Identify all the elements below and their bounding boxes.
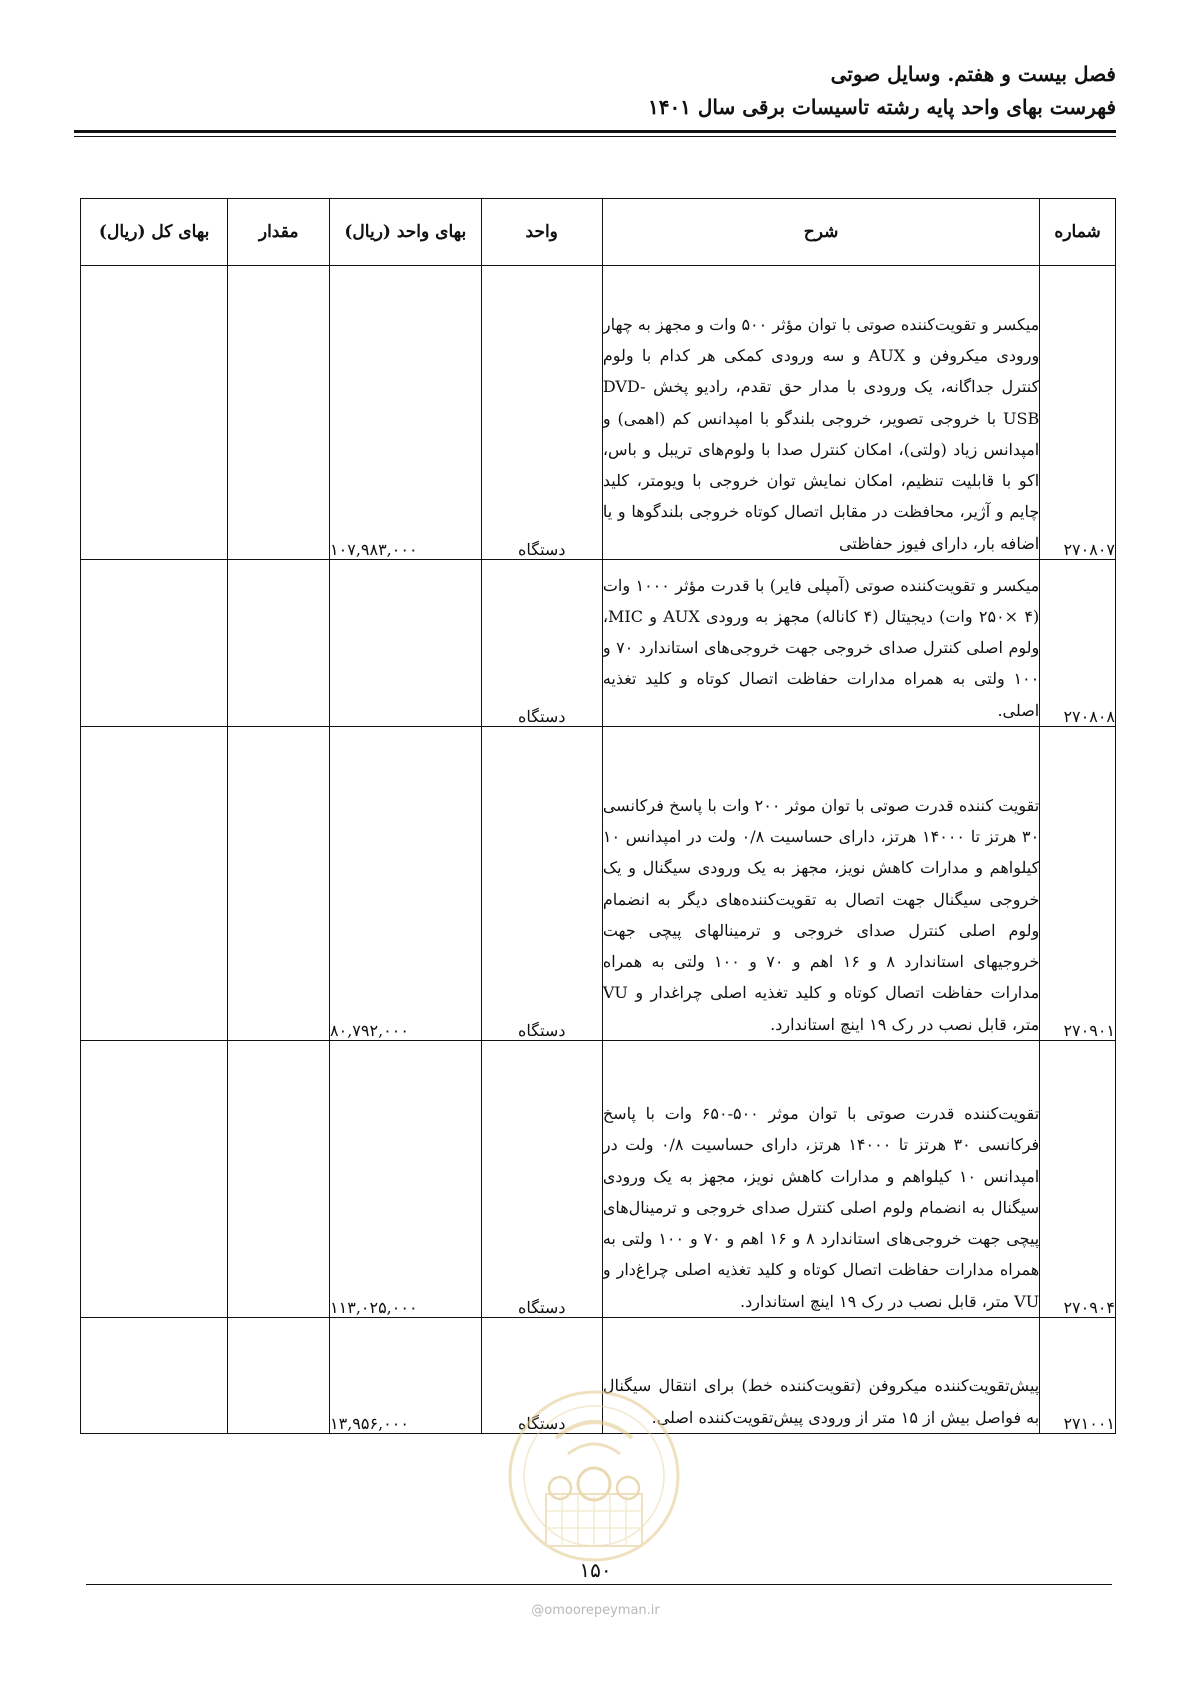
row-unit-price: [330, 560, 482, 727]
row-description: میکسر و تقویت‌کننده صوتی (آمپلی فایر) با قدرت مؤثر ۱۰۰۰ وات (۴ ×۲۵۰ وات) دیجیتال (۴ کاناله) مجهز به ورودی AUX و MIC، ولوم اصلی کنترل صدای خروجی جهت خروجی‌های استاندارد ۷۰ و ۱۰۰ ولتی به همراه مدارات حفاظت اتصال کوتاه و کلید تغذیه اصلی.: [602, 560, 1039, 727]
header-unit: واحد: [481, 199, 602, 266]
row-quantity: [228, 727, 330, 1041]
table-row: [81, 1041, 1116, 1318]
price-table: [80, 198, 1116, 1434]
page-number: ۱۵۰: [579, 1558, 612, 1582]
row-quantity: [228, 1041, 330, 1318]
row-code: ۲۷۰۸۰۷: [1040, 266, 1116, 560]
header-code: شماره: [1040, 199, 1116, 266]
row-code: ۲۷۰۹۰۱: [1040, 727, 1116, 1041]
row-unit: دستگاه: [481, 1318, 602, 1434]
row-total-price: [81, 1318, 228, 1434]
row-description: میکسر و تقویت‌کننده صوتی با توان مؤثر ۵۰۰ وات و مجهز به چهار ورودی میکروفن و AUX و سه ورودی کمکی هر کدام با ولوم کنترل جداگانه، یک ورودی با مدار حق تقدم، رادیو پخش DVD-USB با خروجی تصویر، خروجی بلندگو با امپدانس کم (اهمی) و امپدانس زیاد (ولتی)، امکان کنترل صدا با ولوم‌های تریبل و باس، اکو با قابلیت تنظیم، امکان نمایش توان خروجی با ویومتر، کلید چایم و آژیر، محافظت در مقابل اتصال کوتاه خروجی بلندگوها و یا اضافه بار، دارای فیوز حفاظتی: [602, 266, 1039, 560]
table-row: [81, 266, 1116, 560]
row-unit-price: ۱۱۳,۰۲۵,۰۰۰: [330, 1041, 482, 1318]
header-quantity: مقدار: [228, 199, 330, 266]
row-total-price: [81, 1041, 228, 1318]
row-description: تقویت کننده قدرت صوتی با توان موثر ۲۰۰ وات با پاسخ فرکانسی ۳۰ هرتز تا ۱۴۰۰۰ هرتز، دارای حساسیت ۰/۸ ولت در امپدانس ۱۰ کیلواهم و مدارات کاهش نویز، مجهز به یک ورودی سیگنال و یک خروجی سیگنال جهت اتصال به تقویت‌کننده‌های دیگر به انضمام ولوم اصلی کنترل صدای خروجی و ترمینالهای پیچی جهت خروجیهای استاندارد ۸ و ۱۶ اهم و ۷۰ و ۱۰۰ ولتی به همراه مدارات حفاظت اتصال کوتاه و کلید تغذیه اصلی چراغدار و VU متر، قابل نصب در رک ۱۹ اینچ استاندارد.: [602, 727, 1039, 1041]
document-title: فهرست بهای واحد پایه رشته تاسیسات برقی سال ۱۴۰۱: [647, 95, 1116, 119]
header-description: شرح: [602, 199, 1039, 266]
footer-rule: [86, 1584, 1112, 1585]
row-code: ۲۷۰۹۰۴: [1040, 1041, 1116, 1318]
header-rule-thick: [74, 130, 1116, 133]
row-unit-price: ۸۰,۷۹۲,۰۰۰: [330, 727, 482, 1041]
row-unit: دستگاه: [481, 266, 602, 560]
row-unit: دستگاه: [481, 1041, 602, 1318]
row-description: تقویت‌کننده قدرت صوتی با توان موثر ۵۰۰-۶۵۰ وات با پاسخ فرکانسی ۳۰ هرتز تا ۱۴۰۰۰ هرتز، دارای حساسیت ۰/۸ ولت در امپدانس ۱۰ کیلواهم و مدارات کاهش نویز، مجهز به یک ورودی سیگنال به انضمام ولوم اصلی کنترل صدای خروجی و ترمینال‌های پیچی جهت خروجی‌های استاندارد ۸ و ۱۶ اهم و ۷۰ و ۱۰۰ ولتی به همراه مدارات حفاظت اتصال کوتاه و کلید تغذیه اصلی چراغ‌دار و VU متر، قابل نصب در رک ۱۹ اینچ استاندارد.: [602, 1041, 1039, 1318]
row-code: ۲۷۰۸۰۸: [1040, 560, 1116, 727]
table-header-row: [81, 199, 1116, 266]
table-row: [81, 727, 1116, 1041]
page-header: [74, 58, 1116, 124]
row-unit-price: ۱۳,۹۵۶,۰۰۰: [330, 1318, 482, 1434]
row-total-price: [81, 727, 228, 1041]
row-unit: دستگاه: [481, 727, 602, 1041]
row-unit: دستگاه: [481, 560, 602, 727]
row-description: پیش‌تقویت‌کننده میکروفن (تقویت‌کننده خط) برای انتقال سیگنال به فواصل بیش از ۱۵ متر از ورودی پیش‌تقویت‌کننده اصلی.: [602, 1318, 1039, 1434]
website-watermark: @omoorepeyman.ir: [531, 1603, 660, 1618]
header-unit-price: بهای واحد (ریال): [330, 199, 482, 266]
chapter-title: فصل بیست و هفتم. وسایل صوتی: [830, 62, 1116, 86]
row-quantity: [228, 266, 330, 560]
table-row: [81, 560, 1116, 727]
publisher-seal-watermark: [506, 1376, 682, 1576]
row-code: ۲۷۱۰۰۱: [1040, 1318, 1116, 1434]
row-total-price: [81, 560, 228, 727]
header-rule-thin: [74, 136, 1116, 137]
row-quantity: [228, 1318, 330, 1434]
header-total-price: بهای کل (ریال): [81, 199, 228, 266]
row-quantity: [228, 560, 330, 727]
row-total-price: [81, 266, 228, 560]
row-unit-price: ۱۰۷,۹۸۳,۰۰۰: [330, 266, 482, 560]
